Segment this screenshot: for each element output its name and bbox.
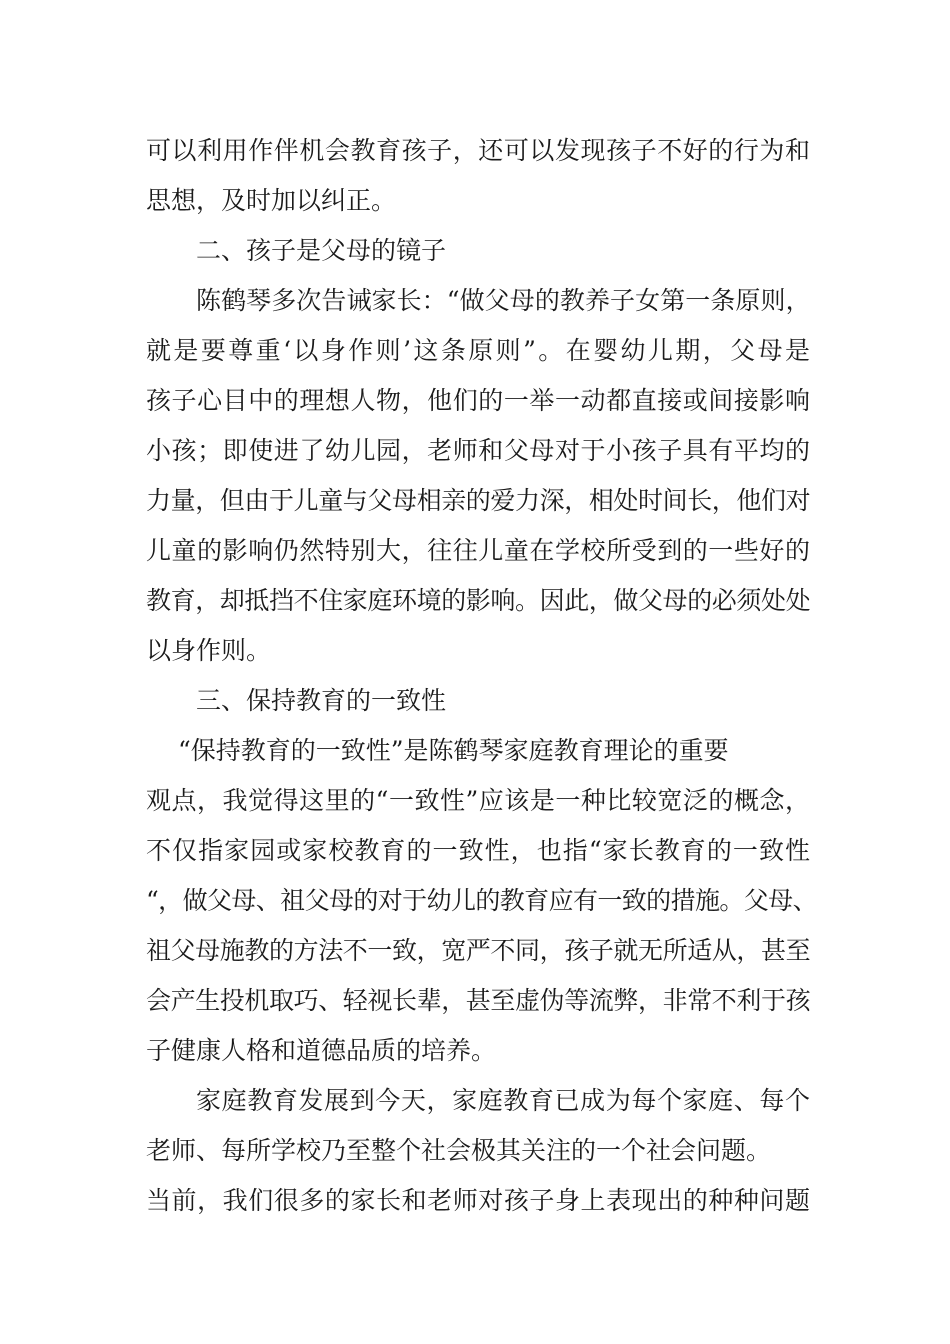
body-line: “，做父母、祖父母的对于幼儿的教育应有一致的措施。父母、 [146, 886, 817, 915]
body-line: 孩子心目中的理想人物，他们的一举一动都直接或间接影响 [146, 386, 810, 415]
body-line: 子健康人格和道德品质的培养。 [146, 1036, 497, 1065]
body-line: 老师、每所学校乃至整个社会极其关注的一个社会问题。 [146, 1136, 772, 1165]
body-line: 思想，及时加以纠正。 [146, 186, 397, 215]
section-heading: 三、保持教育的一致性 [196, 686, 447, 715]
body-line: 教育，却抵挡不住家庭环境的影响。因此，做父母的必须处处 [146, 586, 810, 615]
body-line: 祖父母施教的方法不一致，宽严不同，孩子就无所适从，甚至 [146, 936, 810, 965]
body-line: 儿童的影响仍然特别大，往往儿童在学校所受到的一些好的 [146, 536, 810, 565]
body-line: “保持教育的一致性”是陈鹤琴家庭教育理论的重要 [178, 736, 729, 765]
body-line: 家庭教育发展到今天，家庭教育已成为每个家庭、每个 [196, 1086, 810, 1115]
body-line: 就是要尊重‘以身作则’这条原则”。在婴幼儿期，父母是 [146, 336, 810, 365]
body-line: 当前，我们很多的家长和老师对孩子身上表现出的种种问题 [146, 1186, 810, 1215]
body-line: 不仅指家园或家校教育的一致性，也指“家长教育的一致性 [146, 836, 810, 865]
body-line: 可以利用作伴机会教育孩子，还可以发现孩子不好的行为和 [146, 136, 810, 165]
section-heading: 二、孩子是父母的镜子 [196, 236, 447, 265]
body-line: 力量，但由于儿童与父母相亲的爱力深，相处时间长，他们对 [146, 486, 810, 515]
document-body [146, 126, 817, 1226]
body-line: 小孩；即使进了幼儿园，老师和父母对于小孩子具有平均的 [146, 436, 810, 465]
body-line: 陈鹤琴多次告诫家长：“做父母的教养子女第一条原则， [196, 286, 810, 315]
body-line: 以身作则。 [146, 636, 272, 665]
body-line: 观点，我觉得这里的“一致性”应该是一种比较宽泛的概念， [146, 786, 810, 815]
body-line: 会产生投机取巧、轻视长辈，甚至虚伪等流弊，非常不利于孩 [146, 986, 810, 1015]
